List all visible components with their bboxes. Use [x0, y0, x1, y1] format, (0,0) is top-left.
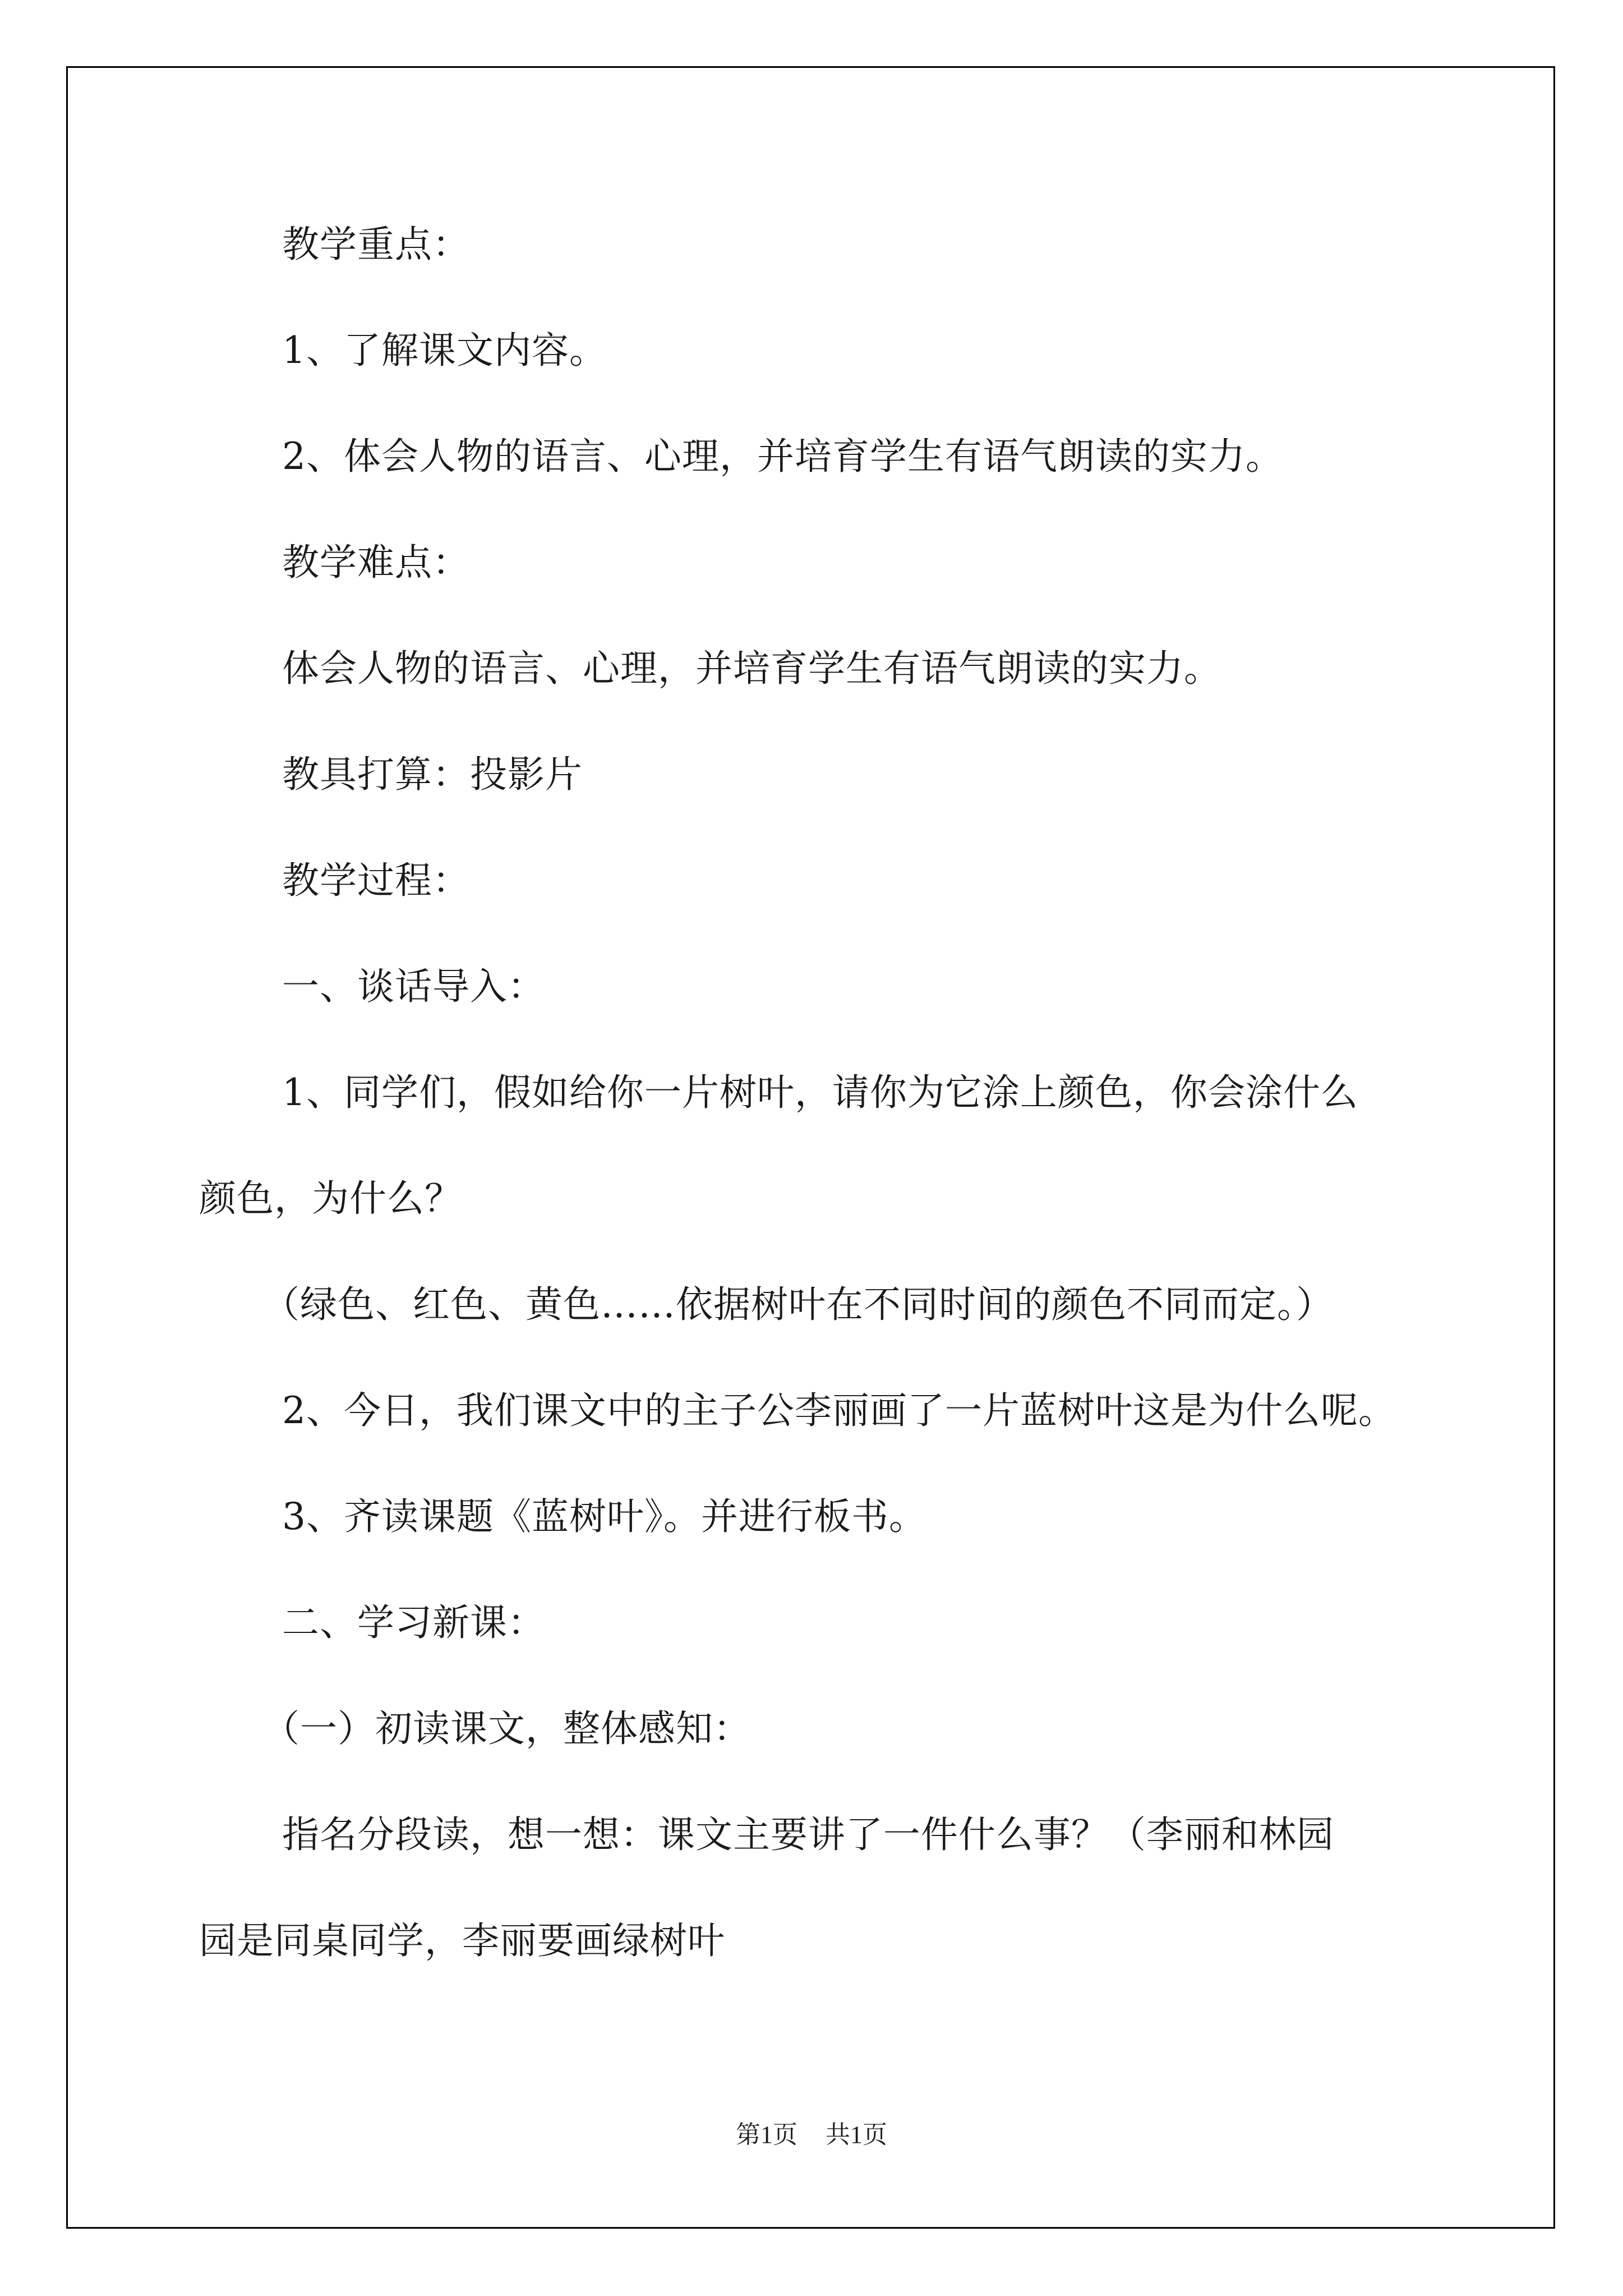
paragraph-line: 园是同桌同学，李丽要画绿树叶 [199, 1919, 725, 1962]
page-border [66, 66, 1555, 2229]
paragraph-line: 教具打算：投影片 [282, 753, 583, 796]
page-number: 第1页 [736, 2121, 797, 2148]
paragraph-line: 颜色，为什么？ [199, 1177, 462, 1220]
paragraph-line: 2、今日，我们课文中的主子公李丽画了一片蓝树叶这是为什么呢。 [282, 1389, 1396, 1432]
paragraph-line: 1、同学们，假如给你一片树叶，请你为它涂上颜色，你会涂什么 [282, 1071, 1358, 1114]
paragraph-line: （绿色、红色、黄色……依据树叶在不同时间的颜色不同而定。） [262, 1283, 1334, 1326]
paragraph-line: 2、体会人物的语言、心理，并培育学生有语气朗读的实力。 [282, 435, 1283, 478]
paragraph-line: 体会人物的语言、心理，并培育学生有语气朗读的实力。 [282, 647, 1221, 690]
heading-teaching-focus: 教学重点： [282, 223, 470, 266]
paragraph-line: 3、齐读课题《蓝树叶》。并进行板书。 [282, 1495, 926, 1538]
section-heading: 一、谈话导入： [282, 965, 545, 1008]
page-total: 共1页 [826, 2121, 887, 2148]
page-footer [0, 2119, 1623, 2151]
heading-teaching-process: 教学过程： [282, 859, 470, 902]
heading-teaching-difficulty: 教学难点： [282, 541, 470, 584]
paragraph-line: 1、了解课文内容。 [282, 329, 607, 372]
subsection-heading: （一）初读课文，整体感知： [262, 1707, 751, 1750]
section-heading: 二、学习新课： [282, 1601, 545, 1644]
paragraph-line: 指名分段读，想一想：课文主要讲了一件什么事？（李丽和林园 [282, 1813, 1334, 1856]
